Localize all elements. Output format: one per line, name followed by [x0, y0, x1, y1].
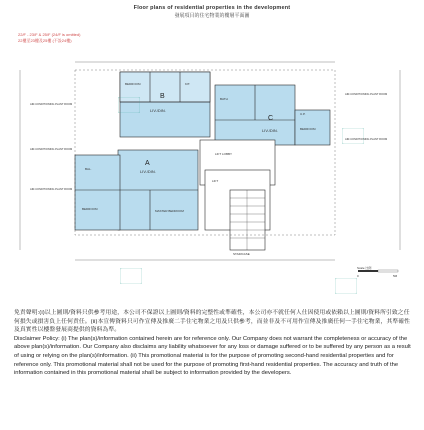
staircase-label: STAIRCASE — [233, 252, 250, 256]
side-note-left-1: AIR-CONDITIONING PLANT ROOM — [30, 103, 73, 106]
side-note-left-2: AIR-CONDITIONING PLANT ROOM — [30, 148, 73, 151]
disclaimer-zh: 免責聲明:(i)以上圖則/資料只供參考用途，本公司不保證以上圖則/資料的完整性或準確性，本公司亦不就任何人仕因使用或依賴以上圖則/資料所引致之任何損失或損害負上任何責任。(ii)本宣傳資料只可作宣傳及推廣二手住宅物業之用及只供參考，而並非及不可用作宣傳及推廣任何一手住宅物業，其準確性及真實性以樓盤發展商提供的資料為準。 — [14, 310, 411, 334]
floor-range-zh: 22樓至23樓及25樓 (不設24樓) — [18, 38, 72, 43]
floor-plan — [0, 40, 424, 300]
watermark-logo-4 — [335, 278, 357, 299]
header — [0, 0, 424, 30]
unit-a-master-bedroom-label: MASTER BEDROOM — [155, 209, 184, 213]
watermark-logo-2 — [342, 128, 364, 149]
unit-c-letter: C — [268, 115, 274, 122]
disclaimer — [14, 309, 414, 378]
scale-bar — [357, 270, 398, 278]
scale-label: Scale 比例 — [357, 266, 372, 270]
side-note-right-1: AIR-CONDITIONING PLANT ROOM — [345, 93, 388, 96]
unit-c-living-label: LIV./DIN. — [262, 128, 278, 133]
scale-tick-5m: 5M — [393, 274, 398, 278]
unit-b-living-label: LIV./DIN. — [150, 108, 166, 113]
lift-label: LIFT — [212, 179, 219, 183]
watermark-logo-3 — [120, 268, 142, 289]
side-note-right-2: AIR-CONDITIONING PLANT ROOM — [345, 138, 388, 141]
unit-c-bath-label: BATH — [220, 97, 228, 101]
unit-a-bedroom-label: BEDROOM — [82, 207, 98, 211]
lift-lobby-label: LIFT LOBBY — [215, 152, 232, 156]
floor-plan-drawing — [0, 40, 424, 300]
page-title-en: Floor plans of residential properties in the development — [133, 5, 291, 11]
unit-a-letter: A — [145, 160, 150, 167]
unit-b-bedroom-label: BEDROOM — [125, 82, 141, 86]
watermark-logo-1 — [118, 97, 140, 118]
side-note-left-3: AIR-CONDITIONING PLANT ROOM — [30, 188, 73, 191]
unit-a-living-label: LIV./DIN. — [140, 169, 156, 174]
unit-b-kitchen-label: KIT. — [185, 82, 191, 86]
unit-a-balcony-label: BAL. — [85, 167, 92, 171]
floor-range-en: 22/F - 23/F & 25/F (24/F is omitted) — [18, 32, 81, 37]
unit-b-letter: B — [160, 93, 165, 100]
unit-c-bedroom-label: BEDROOM — [300, 127, 316, 131]
scale-tick-0: 0 — [357, 274, 359, 278]
unit-c-utility-label: U.P. — [300, 112, 306, 116]
page-title-zh: 發展項目的住宅物業的樓層平面圖 — [174, 12, 250, 19]
disclaimer-en: Disclaimer Policy: (i) The plan(s)/information contained herein are for reference only. Our Company does not warrant the completeness or accuracy of the above plan(s)/information. Our Company also disclaims any liability whatsoever for any loss or damage suffered or to be suffered by any person as a result of using or relying on the plan(s)/information. (ii) This promotional material is for the purpose of promoting second-hand residential properties and for reference only. This promotional material shall not be used for the purpose of promoting first-hand residential properties. The accuracy and truth of the information contained in this promotional material shall be subject to information provided by the developers. — [14, 335, 411, 377]
